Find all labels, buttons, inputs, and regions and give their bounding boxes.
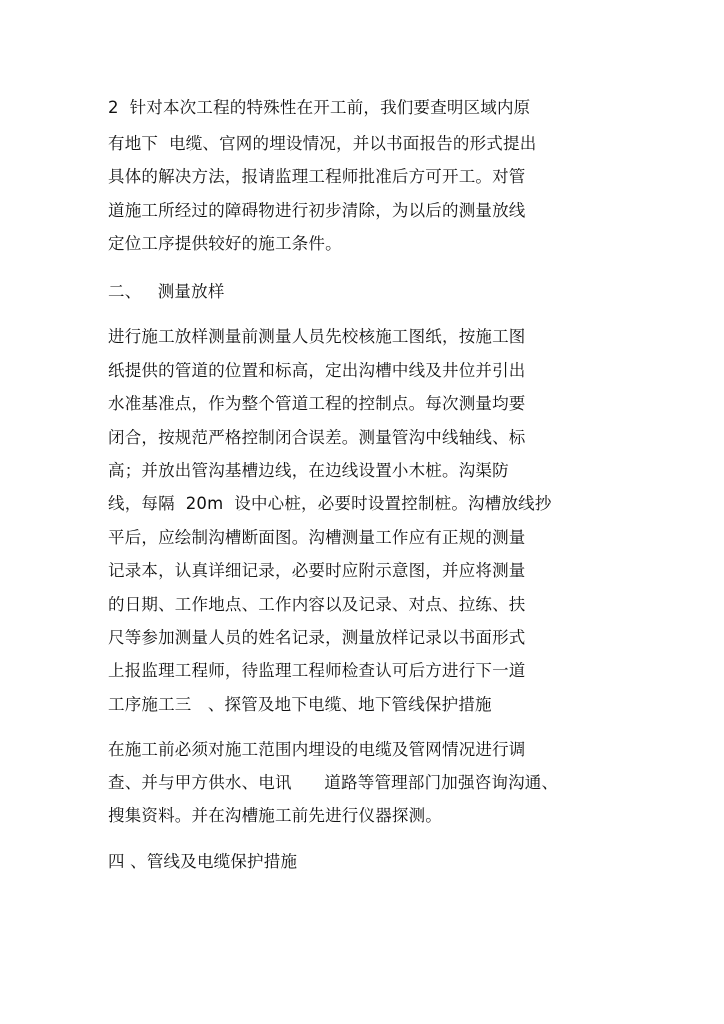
paragraph-1-line-2: 有地下 电缆、官网的埋设情况，并以书面报告的形式提出 — [108, 134, 537, 153]
section-heading-2: 二、 测量放样 — [108, 282, 225, 301]
paragraph-1-line-1: 2 针对本次工程的特殊性在开工前，我们要查明区域内原 — [108, 98, 531, 117]
paragraph-1-line-4: 道施工所经过的障碍物进行初步清除，为以后的测量放线 — [108, 201, 526, 220]
paragraph-2-line-3: 水准基准点，作为整个管道工程的控制点。每次测量均要 — [108, 394, 526, 413]
paragraph-2-line-11: 上报监理工程师，待监理工程师检查认可后方进行下一道 — [108, 661, 526, 680]
paragraph-2-line-8: 记录本，认真详细记录，必要时应附示意图，并应将测量 — [108, 561, 526, 580]
paragraph-2-line-10: 尺等参加测量人员的姓名记录，测量放样记录以书面形式 — [108, 628, 526, 647]
paragraph-2-line-6: 线，每隔 20m 设中心桩，必要时设置控制桩。沟槽放线抄 — [108, 494, 552, 513]
paragraph-1-line-5: 定位工序提供较好的施工条件。 — [108, 234, 342, 253]
paragraph-2-line-7: 平后，应绘制沟槽断面图。沟槽测量工作应有正规的测量 — [108, 528, 526, 547]
paragraph-3-line-1: 在施工前必须对施工范围内埋设的电缆及管网情况进行调 — [108, 740, 526, 759]
paragraph-2-line-5: 高；并放出管沟基槽边线，在边线设置小木桩。沟渠防 — [108, 461, 509, 480]
paragraph-3-line-2: 查、并与甲方供水、电讯 道路等管理部门加强咨询沟通、 — [108, 773, 559, 792]
paragraph-2-line-2: 纸提供的管道的位置和标高，定出沟槽中线及井位并引出 — [108, 361, 526, 380]
paragraph-2-line-1: 进行施工放样测量前测量人员先校核施工图纸，按施工图 — [108, 327, 526, 346]
paragraph-3-line-3: 搜集资料。并在沟槽施工前先进行仪器探测。 — [108, 806, 442, 825]
section-heading-4: 四 、管线及电缆保护措施 — [108, 852, 298, 871]
paragraph-2-line-4: 闭合，按规范严格控制闭合误差。测量管沟中线轴线、标 — [108, 428, 526, 447]
paragraph-2-line-9: 的日期、工作地点、工作内容以及记录、对点、拉练、扶 — [108, 595, 526, 614]
paragraph-2-line-12: 工序施工三 、探管及地下电缆、地下管线保护措施 — [108, 695, 492, 714]
paragraph-1-line-3: 具体的解决方法，报请监理工程师批准后方可开工。对管 — [108, 167, 526, 186]
